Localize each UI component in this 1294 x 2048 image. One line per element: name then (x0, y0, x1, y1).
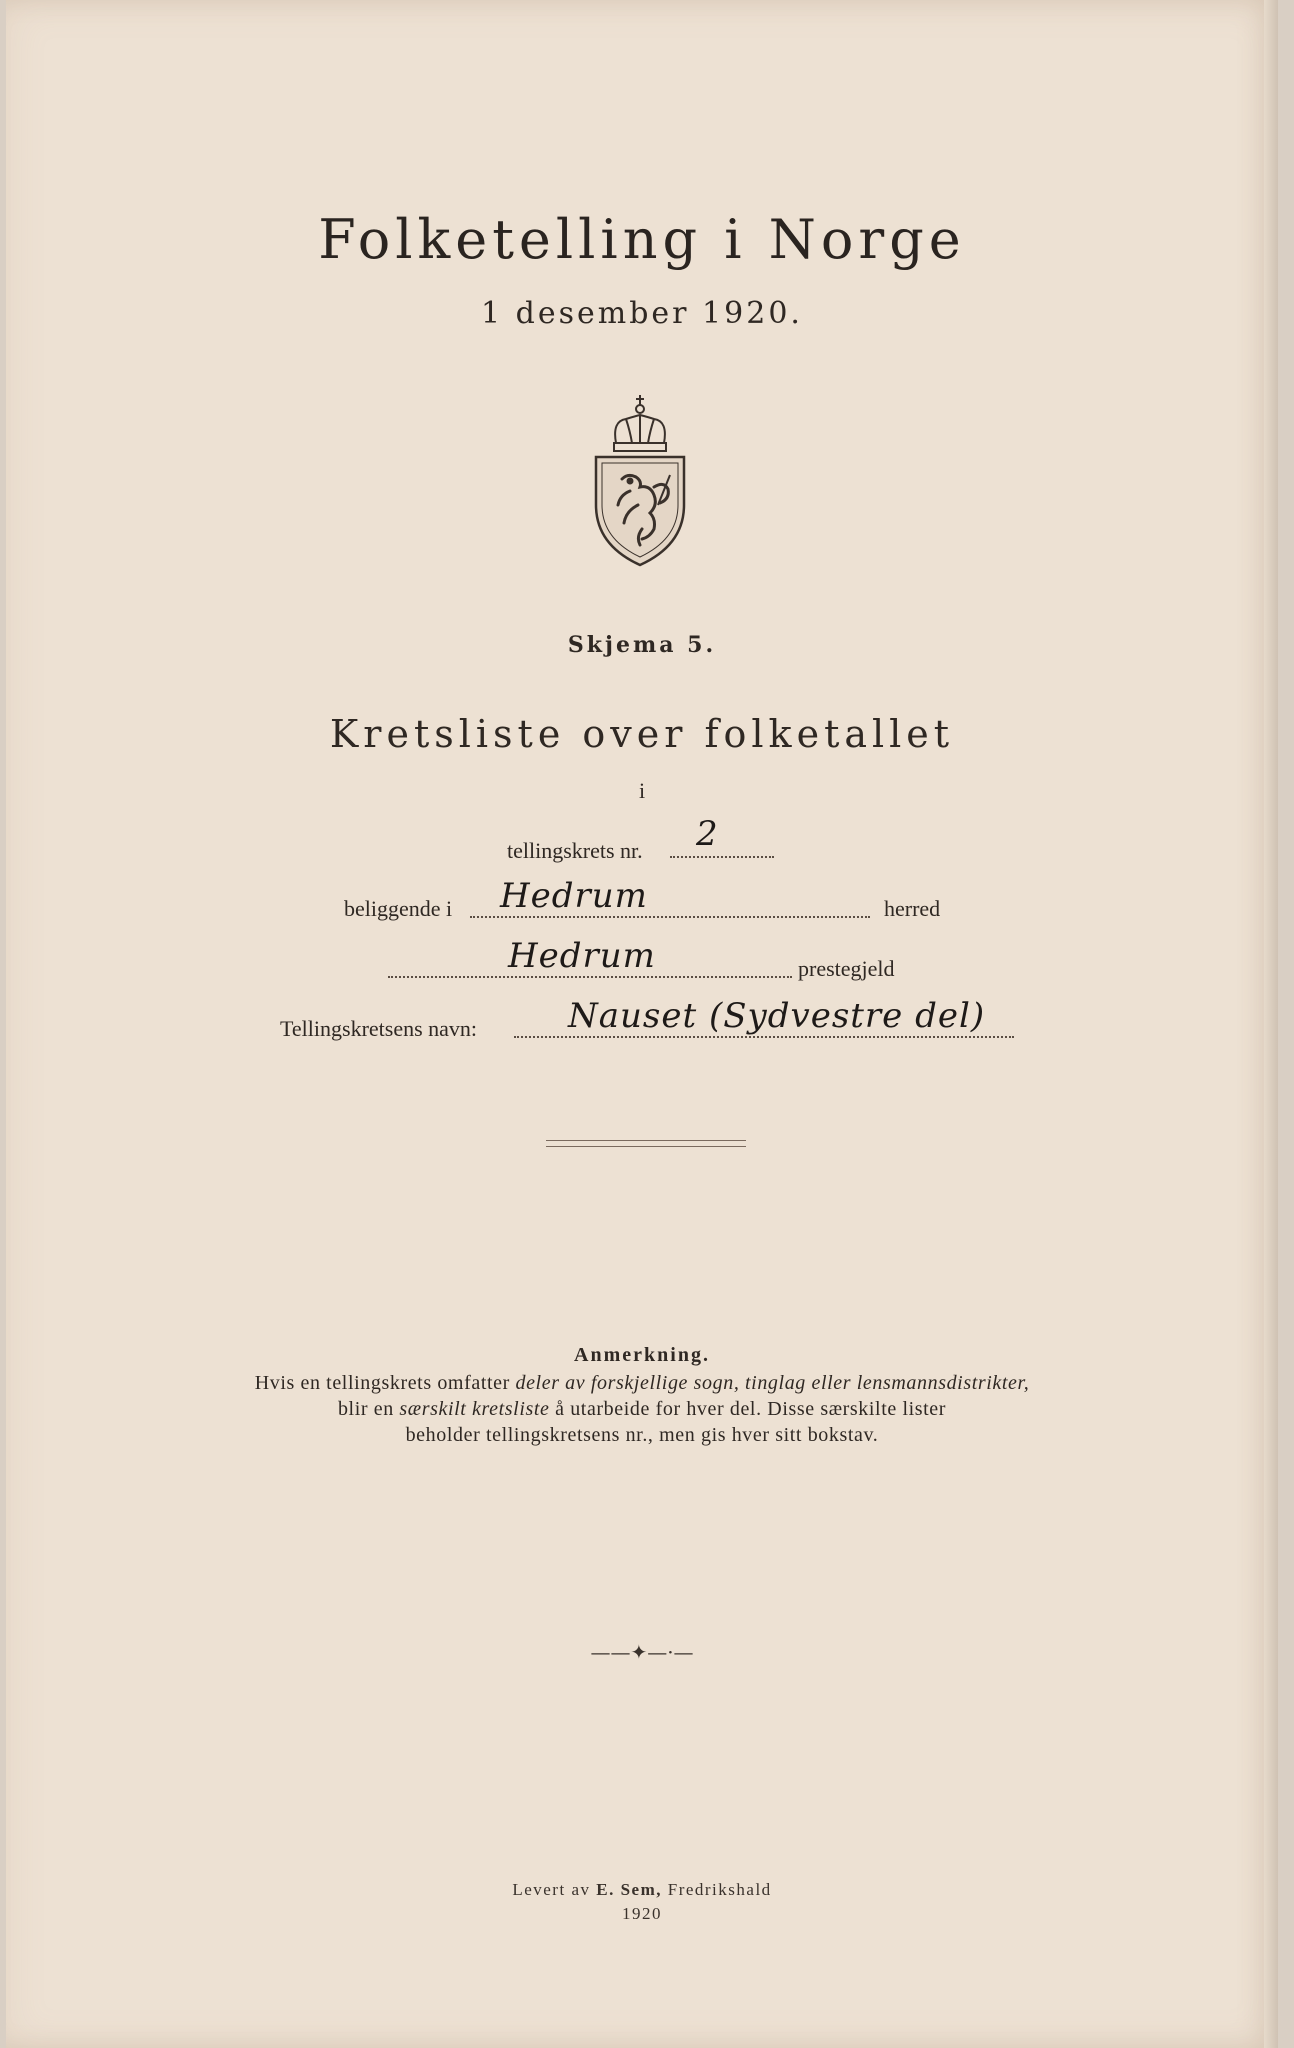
note-line-3: beholder tellingskretsens nr., men gis hver sitt bokstav. (405, 1424, 879, 1446)
page-title: Folketelling i Norge (318, 208, 966, 271)
subtitle-connector: i (638, 778, 646, 803)
note-line-2-text-b: å utarbeide for hver del. Disse særskilte lister (549, 1398, 947, 1420)
herred-value: Hedrum (500, 876, 648, 916)
navn-value: Nauset (Sydvestre del) (568, 996, 986, 1036)
norwegian-coat-of-arms-icon (592, 395, 688, 567)
printer-imprint (6, 1880, 1278, 1900)
prestegjeld-field[interactable] (388, 936, 792, 978)
imprint-prefix: Levert av (512, 1880, 597, 1899)
imprint-printer: E. Sem, (596, 1880, 662, 1899)
prestegjeld-label: prestegjeld (798, 956, 895, 981)
herred-field[interactable] (470, 876, 870, 918)
ornament-divider-icon: ——✦—·— (590, 1640, 694, 1664)
note-line-2 (6, 1398, 1278, 1421)
herred-label: herred (884, 896, 941, 921)
document-subtitle: Kretsliste over folketallet (329, 712, 955, 756)
note-line-2-italic: særskilt kretsliste (399, 1398, 550, 1420)
krets-field[interactable] (670, 814, 774, 858)
note-line-1-italic: deler av forskjellige sogn, tinglag eller lensmannsdistrikter, (515, 1372, 1030, 1394)
section-divider (546, 1140, 746, 1147)
imprint-year: 1920 (622, 1904, 662, 1923)
note-line-2-text-a: blir en (337, 1398, 400, 1420)
note-line-1 (6, 1372, 1278, 1395)
krets-value: 2 (696, 814, 719, 854)
beliggende-label: beliggende i (344, 896, 453, 921)
note-heading: Anmerkning. (574, 1344, 710, 1366)
schema-number: Skjema 5. (567, 632, 717, 658)
navn-label: Tellingskretsens navn: (280, 1016, 478, 1041)
navn-field[interactable] (514, 996, 1014, 1038)
note-line-1-text: Hvis en tellingskrets omfatter (254, 1372, 516, 1394)
census-date: 1 desember 1920. (481, 296, 803, 331)
imprint-place: Fredrikshald (661, 1880, 772, 1899)
krets-label: tellingskrets nr. (507, 838, 643, 863)
prestegjeld-value: Hedrum (508, 936, 656, 976)
census-form-page (6, 0, 1278, 2048)
